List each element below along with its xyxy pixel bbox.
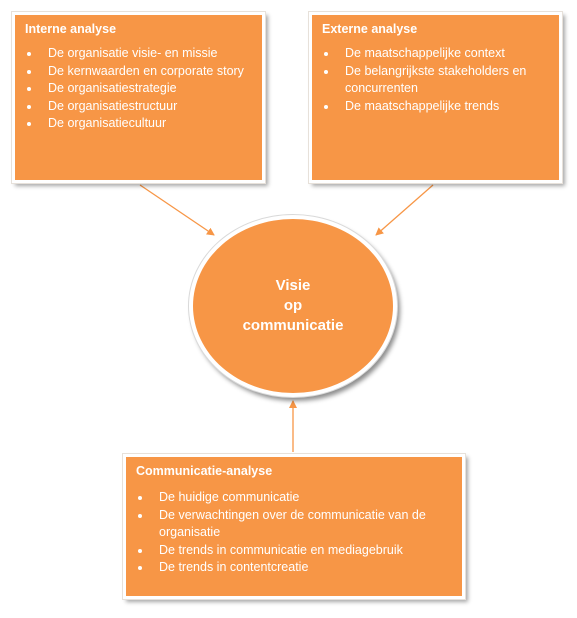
bullet-icon bbox=[138, 496, 142, 500]
communication-analysis-title: Communicatie-analyse bbox=[136, 464, 273, 478]
bullet-icon bbox=[138, 549, 142, 553]
vision-title bbox=[228, 276, 358, 336]
list-item: De organisatiecultuur bbox=[15, 115, 262, 133]
arrow-external-to-center bbox=[376, 185, 433, 235]
bullet-icon bbox=[324, 52, 328, 56]
vision-title-line: communicatie bbox=[242, 317, 344, 334]
internal-analysis-title: Interne analyse bbox=[25, 22, 117, 36]
bullet-icon bbox=[27, 87, 31, 91]
list-item: De organisatie visie- en missie bbox=[15, 45, 262, 63]
bullet-icon bbox=[27, 105, 31, 109]
external-analysis-title: Externe analyse bbox=[322, 22, 418, 36]
list-item: De trends in communicatie en mediagebruik bbox=[126, 542, 462, 560]
bullet-icon bbox=[138, 566, 142, 570]
internal-analysis-box bbox=[12, 12, 265, 183]
list-item: De organisatiestrategie bbox=[15, 80, 262, 98]
vision-title-line: op bbox=[283, 297, 303, 314]
list-item: De organisatiestructuur bbox=[15, 98, 262, 116]
bullet-icon bbox=[324, 70, 328, 74]
bullet-icon bbox=[138, 514, 142, 518]
bullet-icon bbox=[324, 105, 328, 109]
external-analysis-list bbox=[312, 45, 559, 115]
list-item: De trends in contentcreatie bbox=[126, 559, 462, 577]
bullet-icon bbox=[27, 70, 31, 74]
list-item: De maatschappelijke trends bbox=[312, 98, 559, 116]
vision-title-line: Visie bbox=[275, 277, 311, 294]
internal-analysis-list bbox=[15, 45, 262, 133]
list-item: De verwachtingen over de communicatie van de organisatie bbox=[126, 507, 462, 542]
list-item: De maatschappelijke context bbox=[312, 45, 559, 63]
list-item: De kernwaarden en corporate story bbox=[15, 63, 262, 81]
vision-circle bbox=[189, 215, 397, 397]
bullet-icon bbox=[27, 122, 31, 126]
communication-analysis-box bbox=[123, 454, 465, 599]
list-item: De belangrijkste stakeholders en concurrenten bbox=[312, 63, 559, 98]
list-item: De huidige communicatie bbox=[126, 489, 462, 507]
arrow-internal-to-center bbox=[140, 185, 214, 235]
external-analysis-box bbox=[309, 12, 562, 183]
bullet-icon bbox=[27, 52, 31, 56]
communication-analysis-list bbox=[126, 489, 462, 577]
